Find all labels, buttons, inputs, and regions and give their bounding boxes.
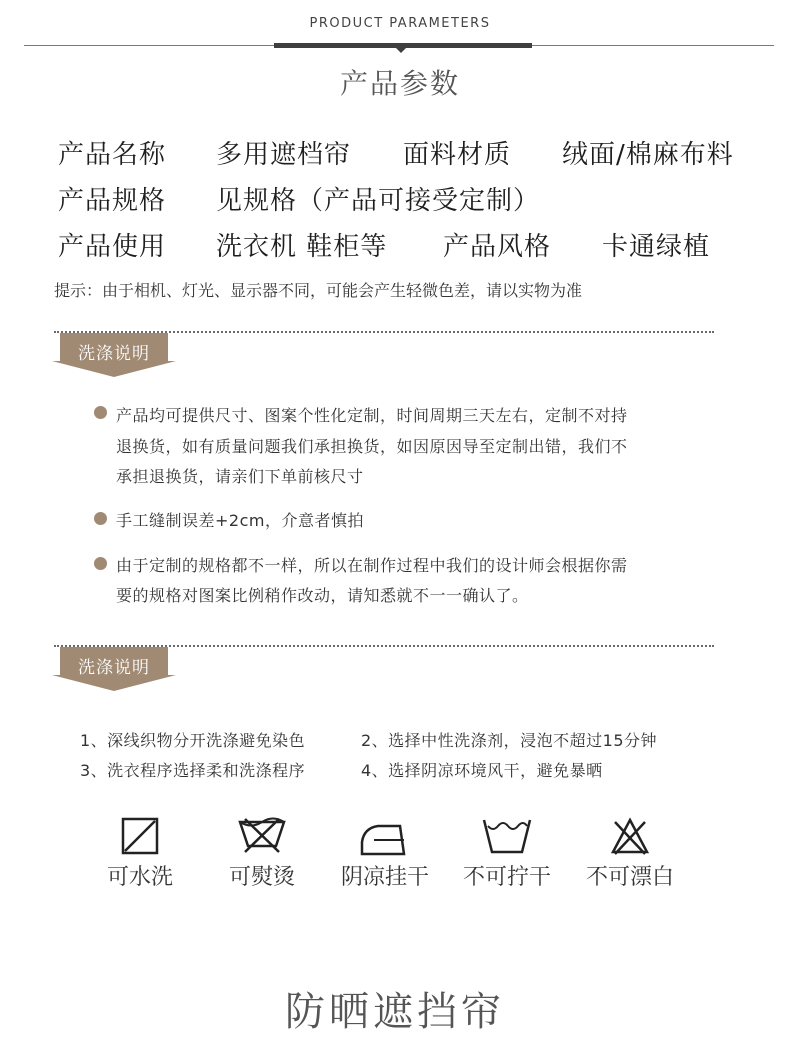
no-bleach-icon — [605, 816, 655, 858]
bullet-line: 退换货，如有质量问题我们承担换货，如因原因导至定制出错，我们不 — [116, 437, 628, 456]
bullet-dot — [94, 406, 107, 419]
care-icon-label: 不可拧干 — [462, 865, 551, 890]
header-rule-notch — [396, 48, 406, 53]
care-icon-label: 不可漂白 — [585, 865, 674, 890]
param-value-spec: 见规格（产品可接受定制） — [216, 186, 541, 216]
param-value-name: 多用遮档帘 — [216, 140, 352, 170]
care-icon-label: 阴凉挂干 — [340, 865, 429, 890]
section-title-cn: 产品参数 — [339, 67, 460, 100]
param-key-style: 产品风格 — [443, 232, 552, 262]
bullet-line: 产品均可提供尺寸、图案个性化定制，时间周期三天左右，定制不对持 — [116, 406, 628, 425]
banner-label: 洗涤说明 — [78, 344, 150, 364]
param-value-material: 绒面/棉麻布料 — [562, 140, 734, 170]
bullet-dot — [94, 557, 107, 570]
next-section-title: 防晒遮挡帘 — [285, 989, 505, 1035]
bullet-line: 由于定制的规格都不一样，所以在制作过程中我们的设计师会根据你需 — [116, 556, 628, 575]
iron-icon — [360, 816, 410, 858]
no-wring-icon — [482, 816, 532, 858]
param-key-spec: 产品规格 — [58, 186, 167, 216]
bullet-line: 要的规格对图案比例稍作改动，请知悉就不一一确认了。 — [116, 586, 529, 605]
bullet-line: 手工缝制误差+2cm，介意者慎拍 — [116, 511, 364, 530]
param-value-style: 卡通绿植 — [602, 232, 711, 262]
color-note: 提示：由于相机、灯光、显示器不同，可能会产生轻微色差，请以实物为准 — [54, 281, 583, 300]
care-instruction: 4、选择阴凉环境风干，避免暴晒 — [361, 761, 603, 780]
param-key-usage: 产品使用 — [58, 232, 167, 262]
care-icon-label: 可水洗 — [106, 865, 173, 890]
section-banner — [52, 647, 176, 691]
care-instruction: 2、选择中性洗涤剂，浸泡不超过15分钟 — [361, 731, 658, 750]
no-iron-icon — [237, 816, 287, 858]
care-instruction: 3、洗衣程序选择柔和洗涤程序 — [80, 761, 306, 780]
bullet-dot — [94, 512, 107, 525]
care-instruction: 1、深线织物分开洗涤避免染色 — [80, 731, 306, 750]
section-title-en: PRODUCT PARAMETERS — [309, 16, 491, 31]
hand-wash-icon — [115, 816, 165, 858]
param-key-material: 面料材质 — [403, 140, 512, 170]
banner-label: 洗涤说明 — [78, 658, 150, 678]
param-key-name: 产品名称 — [58, 140, 167, 170]
param-value-usage: 洗衣机 鞋柜等 — [216, 232, 388, 262]
section-banner — [52, 333, 176, 377]
care-icon-label: 可熨烫 — [228, 865, 295, 890]
bullet-line: 承担退换货，请亲们下单前核尺寸 — [116, 467, 364, 486]
